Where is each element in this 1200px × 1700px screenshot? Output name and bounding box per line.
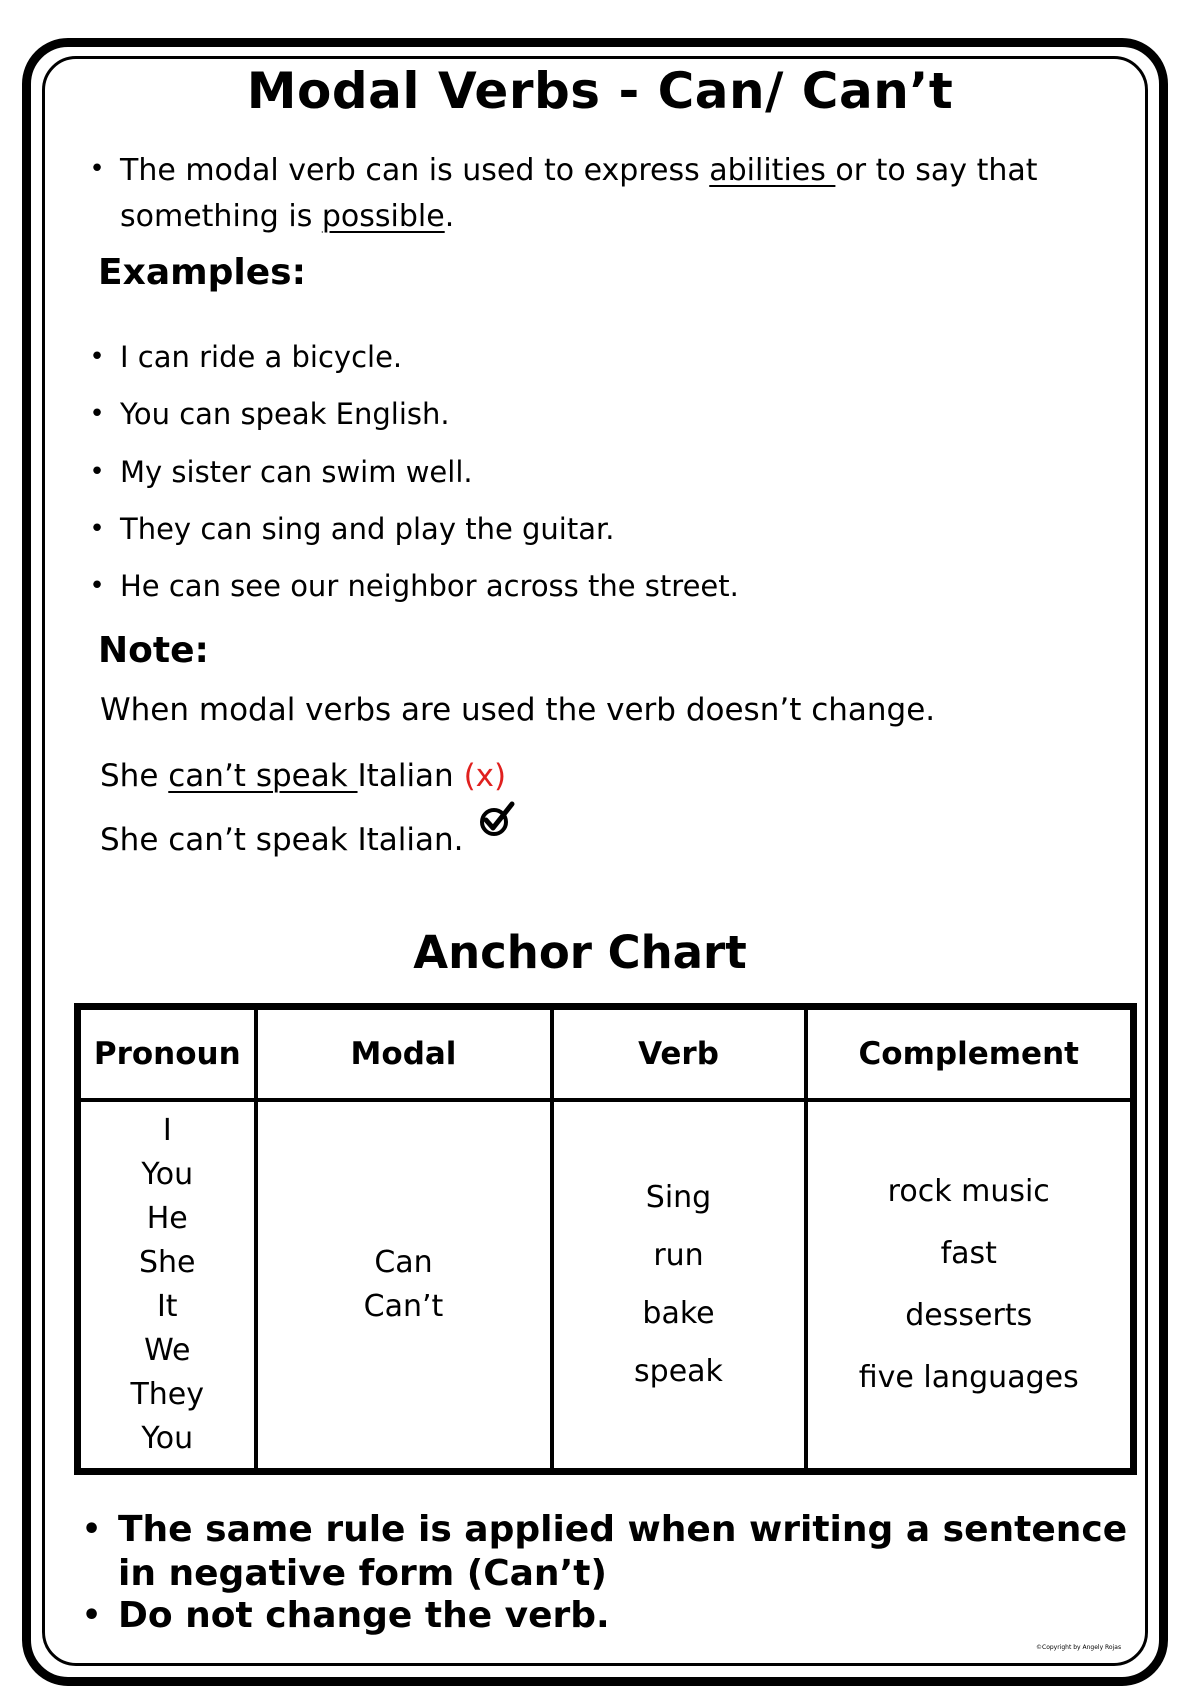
- page-title: Modal Verbs - Can/ Can’t: [246, 62, 954, 120]
- complement-item: five languages: [858, 1360, 1079, 1395]
- anchor-chart-title: Anchor Chart: [413, 926, 747, 979]
- intro-paragraph: [120, 148, 1080, 240]
- complement-item: fast: [940, 1236, 997, 1271]
- examples-heading: Examples:: [98, 252, 306, 293]
- complement-item: rock music: [887, 1174, 1050, 1209]
- modal-cell: [256, 1100, 552, 1472]
- note-heading: Note:: [98, 630, 209, 671]
- example-item: My sister can swim well.: [120, 455, 473, 489]
- pronoun-item: She: [138, 1245, 196, 1280]
- intro-text-1: The modal verb can is used to express: [120, 153, 710, 188]
- pronoun-item: We: [144, 1333, 191, 1368]
- intro-text-2: or to say that something is: [120, 153, 1038, 234]
- wrong-underlined: can’t speak: [168, 758, 358, 794]
- complement-cell: [806, 1100, 1134, 1472]
- bullet: •: [89, 457, 105, 487]
- rule-item: The same rule is applied when writing a sentence in negative form (Can’t): [118, 1509, 1128, 1594]
- rule-item: Do not change the verb.: [118, 1595, 610, 1636]
- verb-item: Sing: [645, 1180, 712, 1215]
- pronoun-item: They: [130, 1377, 205, 1412]
- pronoun-item: I: [162, 1113, 172, 1148]
- verb-item: speak: [634, 1354, 723, 1389]
- bullet: •: [89, 399, 105, 429]
- pronoun-item: He: [146, 1201, 188, 1236]
- modal-item: Can: [374, 1245, 433, 1280]
- note-text: When modal verbs are used the verb doesn’t change.: [100, 692, 936, 728]
- pronoun-item: It: [156, 1289, 178, 1324]
- copyright-text: ©Copyright by Angely Rojas: [1036, 1644, 1122, 1651]
- wrong-suffix: Italian: [357, 758, 464, 794]
- wrong-prefix: She: [100, 758, 169, 794]
- verb-item: bake: [642, 1296, 715, 1331]
- verb-cell: [552, 1100, 806, 1472]
- header-modal: Modal: [256, 1007, 552, 1101]
- intro-possible: possible: [321, 199, 445, 234]
- intro-abilities: abilities: [709, 153, 836, 188]
- wrong-mark: (x): [463, 758, 507, 794]
- pronoun-cell: [78, 1100, 256, 1472]
- header-verb: Verb: [552, 1007, 806, 1101]
- example-item: He can see our neighbor across the street.: [120, 569, 739, 603]
- correct-text: She can’t speak Italian.: [100, 822, 464, 858]
- anchor-chart-table: [74, 1003, 1137, 1475]
- verb-item: run: [653, 1238, 704, 1273]
- header-pronoun: Pronoun: [78, 1007, 256, 1101]
- pronoun-item: You: [141, 1421, 194, 1456]
- header-complement: Complement: [806, 1007, 1134, 1101]
- bullet: •: [82, 1512, 102, 1547]
- intro-end: .: [444, 199, 455, 234]
- wrong-example: [100, 758, 506, 794]
- pronoun-item: You: [141, 1157, 194, 1192]
- table-header-row: [78, 1007, 1134, 1101]
- bullet: •: [89, 571, 105, 601]
- modal-item: Can’t: [363, 1289, 444, 1324]
- table-row: [78, 1100, 1134, 1472]
- example-item: I can ride a bicycle.: [120, 340, 403, 374]
- correct-example: [100, 822, 516, 858]
- bullet: •: [89, 154, 105, 184]
- complement-item: desserts: [905, 1298, 1033, 1333]
- bullet: •: [82, 1598, 102, 1633]
- bullet: •: [89, 514, 105, 544]
- example-item: They can sing and play the guitar.: [120, 512, 615, 546]
- bullet: •: [89, 342, 105, 372]
- checkmark-icon: [476, 800, 516, 848]
- example-item: You can speak English.: [120, 397, 450, 431]
